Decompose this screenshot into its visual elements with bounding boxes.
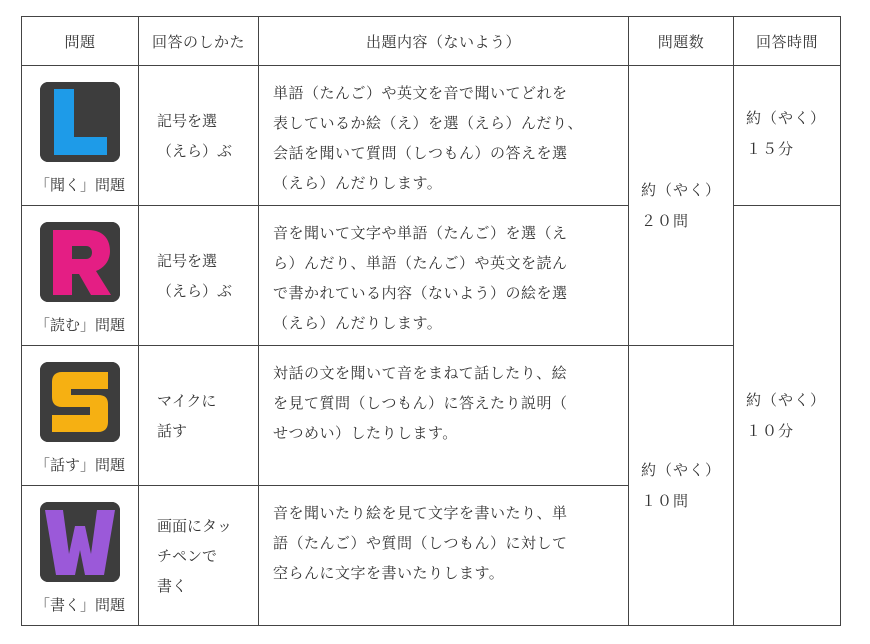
method-cell-listening: 記号を選 （えら）ぶ — [139, 66, 259, 206]
reading-R-icon — [40, 222, 120, 302]
exam-structure-table — [21, 16, 841, 626]
header-count: 問題数 — [629, 17, 734, 66]
table-row-listening — [22, 66, 841, 206]
content-cell-writing: 音を聞いたり絵を見て文字を書いたり、単 語（たんご）や質問（しつもん）に対して 空らんに文字を書いたりします。 — [259, 486, 629, 626]
table-row-speaking — [22, 346, 841, 486]
method-cell-writing: 画面にタッ チペンで 書く — [139, 486, 259, 626]
content-cell-listening: 単語（たんご）や英文を音で聞いてどれを 表しているか絵（え）を選（えら）んだり、 会話を聞いて質問（しつもん）の答えを選 （えら）んだりします。 — [259, 66, 629, 206]
time-cell-rsw: 約（やく） １０分 — [734, 206, 841, 626]
content-cell-reading: 音を聞いて文字や単語（たんご）を選（え ら）んだり、単語（たんご）や英文を読ん で書かれている内容（ないよう）の絵を選 （えら）んだりします。 — [259, 206, 629, 346]
header-method: 回答のしかた — [139, 17, 259, 66]
header-type: 問題 — [22, 17, 139, 66]
count-cell-lr: 約（やく） ２０問 — [629, 66, 734, 346]
time-cell-listening: 約（やく） １５分 — [734, 66, 841, 206]
speaking-S-icon — [40, 362, 120, 442]
listening-L-icon — [40, 82, 120, 162]
writing-W-icon — [40, 502, 120, 582]
method-cell-reading: 記号を選 （えら）ぶ — [139, 206, 259, 346]
type-cell-reading — [22, 206, 139, 346]
header-time: 回答時間 — [734, 17, 841, 66]
type-cell-writing — [22, 486, 139, 626]
type-label-writing: 「書く」問題 — [34, 596, 125, 614]
count-cell-sw: 約（やく） １０問 — [629, 346, 734, 626]
type-label-listening: 「聞く」問題 — [34, 176, 125, 194]
type-cell-speaking — [22, 346, 139, 486]
type-cell-listening — [22, 66, 139, 206]
header-content: 出題内容（ないよう） — [259, 17, 629, 66]
icon-letter-shape — [52, 372, 108, 432]
table-header-row — [22, 17, 841, 66]
method-cell-speaking: マイクに 話す — [139, 346, 259, 486]
type-label-speaking: 「話す」問題 — [34, 456, 125, 474]
content-cell-speaking: 対話の文を聞いて音をまねて話したり、絵 を見て質問（しつもん）に答えたり説明（ せつめい）したりします。 — [259, 346, 629, 486]
type-label-reading: 「読む」問題 — [34, 316, 125, 334]
